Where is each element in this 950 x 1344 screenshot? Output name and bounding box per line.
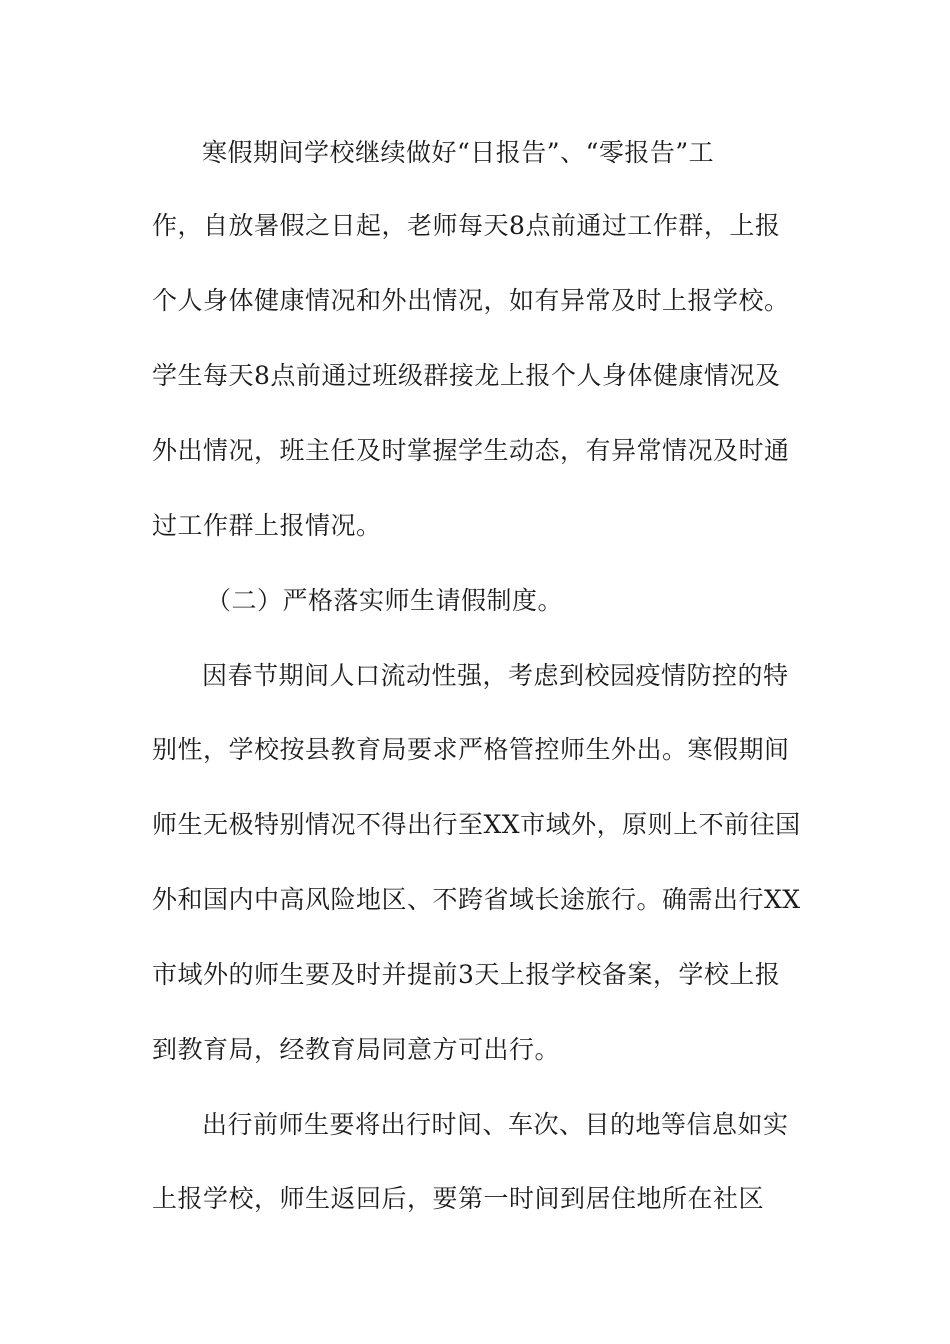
paragraph-line: 学生每天8点前通过班级群接龙上报个人身体健康情况及 — [152, 361, 781, 390]
paragraph-line: 过工作群上报情况。 — [152, 511, 382, 540]
paragraph-line: 别性，学校按县教育局要求严格管控师生外出。寒假期间 — [152, 735, 790, 764]
paragraph-line: 外出情况，班主任及时掌握学生动态，有异常情况及时通 — [152, 436, 790, 465]
paragraph-line: 市域外的师生要及时并提前3天上报学校备案，学校上报 — [152, 960, 781, 989]
paragraph-line: 外和国内中高风险地区、不跨省域长途旅行。确需出行XX — [152, 885, 801, 914]
paragraph-line: 个人身体健康情况和外出情况，如有异常及时上报学校。 — [152, 286, 790, 315]
paragraph-line: 师生无极特别情况不得出行至XX市域外，原则上不前往国 — [152, 810, 801, 839]
paragraph-line: 上报学校，师生返回后，要第一时间到居住地所在社区 — [152, 1184, 765, 1213]
paragraph-line: 寒假期间学校继续做好“日报告”、“零报告”工 — [202, 138, 715, 167]
paragraph-line: 作，自放暑假之日起，老师每天8点前通过工作群，上报 — [152, 211, 781, 240]
paragraph-line: 出行前师生要将出行时间、车次、目的地等信息如实 — [202, 1110, 789, 1139]
paragraph-line: 因春节期间人口流动性强，考虑到校园疫情防控的特 — [202, 661, 789, 690]
paragraph-line: 到教育局，经教育局同意方可出行。 — [152, 1035, 561, 1064]
section-heading: （二）严格落实师生请假制度。 — [206, 586, 564, 615]
